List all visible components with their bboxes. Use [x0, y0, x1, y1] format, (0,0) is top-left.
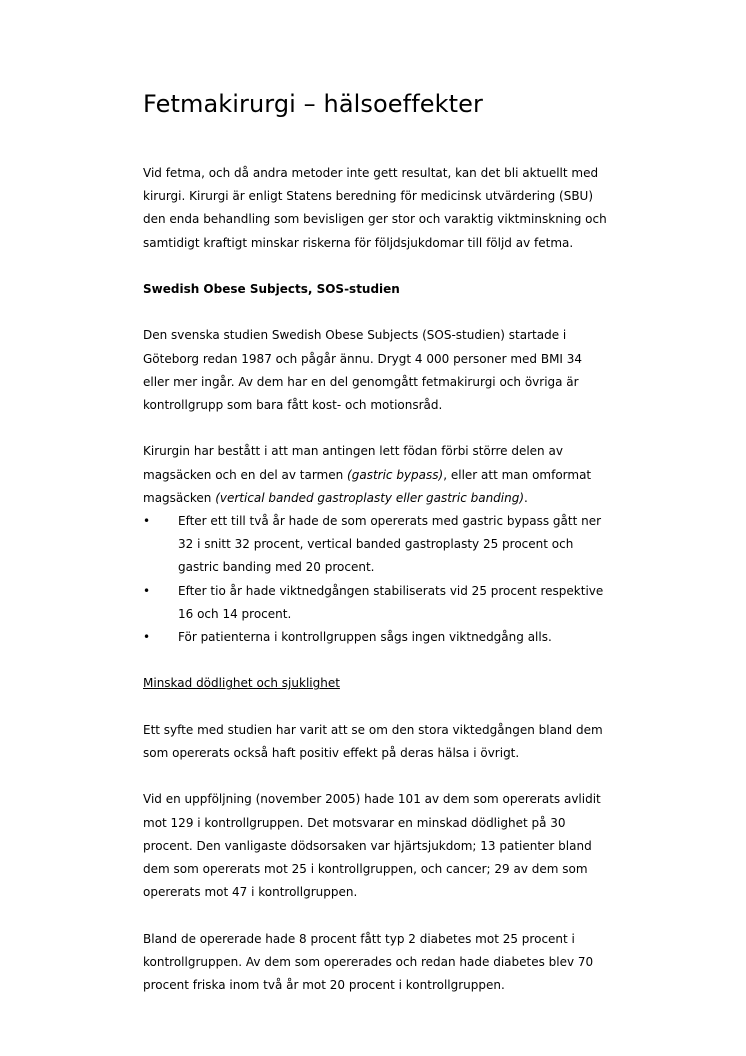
- surgery-text-2: , eller att man omformat magsäcken: [143, 467, 592, 505]
- diabetes-paragraph: Bland de opererade hade 8 procent fått typ 2 diabetes mot 25 procent i kontrollgruppen. Av dem som opererades och redan hade diabetes blev 70 procent friska inom två år mot 20 procent i kontrollgruppen.: [143, 931, 594, 992]
- mortality-heading: Minskad dödlighet och sjuklighet: [143, 676, 340, 691]
- list-item: [143, 510, 608, 580]
- surgery-italic-1: (gastric bypass): [347, 467, 444, 482]
- list-item-text: Efter tio år hade viktnedgången stabiliserats vid 25 procent respektive 16 och 14 procent.: [178, 583, 604, 621]
- results-list: [143, 510, 608, 649]
- sos-paragraph: Den svenska studien Swedish Obese Subjects (SOS-studien) startade i Göteborg redan 1987 och pågår ännu. Drygt 4 000 personer med BMI 34 eller mer ingår. Av dem har en del genomgått fetmakirurgi och övriga är kontrollgrupp som bara fått kost- och motionsråd.: [143, 328, 583, 412]
- document-body: [143, 162, 608, 1020]
- sos-heading: Swedish Obese Subjects, SOS-studien: [143, 282, 400, 296]
- bullet-icon: •: [143, 630, 151, 645]
- surgery-italic-2: (vertical banded gastroplasty eller gastric banding): [215, 490, 525, 505]
- surgery-text-1: Kirurgin har bestått i att man antingen lett födan förbi större delen av magsäcken och en del av tarmen: [143, 444, 563, 482]
- bullet-icon: •: [143, 583, 151, 598]
- list-item-text: Efter ett till två år hade de som opererats med gastric bypass gått ner 32 i snitt 32 procent, vertical banded gastroplasty 25 procent och gastric banding med 20 procent.: [178, 514, 602, 575]
- followup-paragraph: Vid en uppföljning (november 2005) hade 101 av dem som opererats avlidit mot 129 i kontrollgruppen. Det motsvarar en minskad dödlighet på 30 procent. Den vanligaste dödsorsaken var hjärtsjukdom; 13 patienter bland dem som opererats mot 25 i kontrollgruppen, och cancer; 29 av dem som opererats mot 47 i kontrollgruppen.: [143, 792, 601, 900]
- surgery-text-3: .: [524, 490, 528, 505]
- list-item: [143, 626, 608, 649]
- bullet-icon: •: [143, 514, 151, 528]
- mortality-paragraph: Ett syfte med studien har varit att se om den stora viktedgången bland dem som opererats också haft positiv effekt på deras hälsa i övrigt.: [143, 722, 603, 760]
- surgery-paragraph: [143, 440, 608, 510]
- page-title: Fetmakirurgi – hälsoeffekter: [143, 90, 483, 118]
- list-item-text: För patienterna i kontrollgruppen sågs ingen viktnedgång alls.: [178, 630, 552, 645]
- intro-paragraph: Vid fetma, och då andra metoder inte gett resultat, kan det bli aktuellt med kirurgi. Kirurgi är enligt Statens beredning för medicinsk utvärdering (SBU) den enda behandling som bevisligen ger stor och varaktig viktminskning och samtidigt kraftigt minskar riskerna för följdsjukdomar till följd av fetma.: [143, 166, 607, 250]
- list-item: [143, 580, 608, 626]
